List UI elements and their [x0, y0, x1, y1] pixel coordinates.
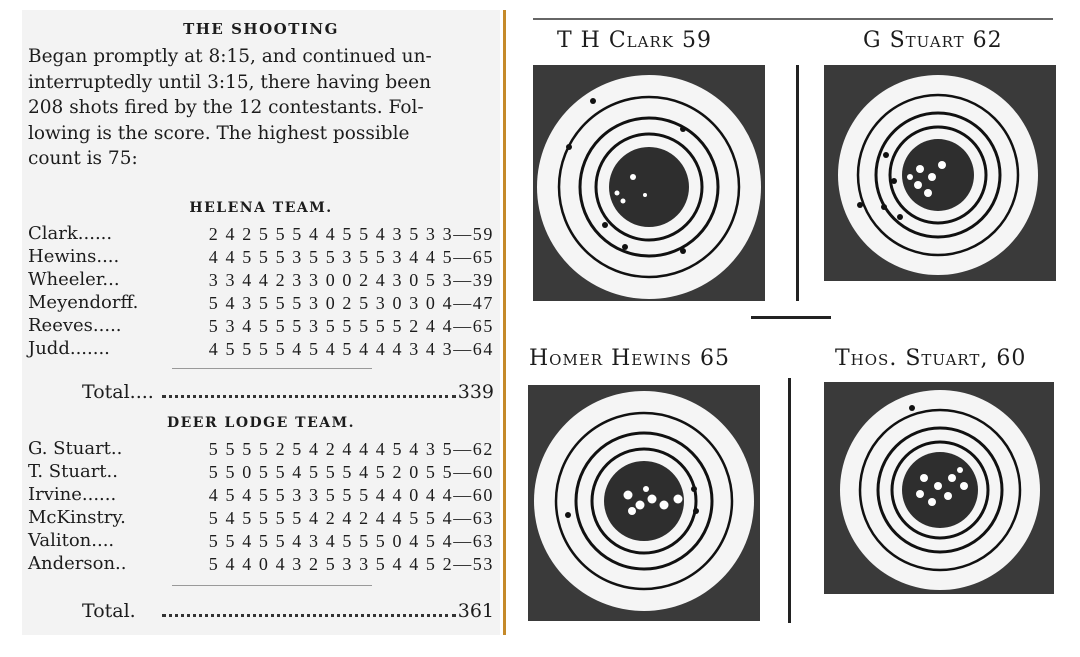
- target-g-stuart: [824, 65, 1056, 281]
- shot-hole: [621, 199, 626, 204]
- shot-hole: [960, 482, 968, 490]
- shot-hole: [916, 165, 924, 173]
- targets-panel: [513, 10, 1060, 635]
- team-total: [82, 380, 494, 404]
- target-bullseye: [902, 139, 974, 211]
- player-scores: 5 4 3 5 5 5 3 0 2 5 3 0 3 0 4—47: [208, 293, 494, 313]
- player-scores: 5 4 4 0 4 3 2 5 3 3 5 4 4 5 2—53: [208, 554, 494, 574]
- horizontal-separator: [751, 316, 831, 319]
- shot-hole: [602, 222, 608, 228]
- shot-hole: [928, 498, 936, 506]
- shot-hole: [928, 173, 936, 181]
- target-clark: [533, 65, 765, 301]
- team-total: [82, 599, 494, 623]
- shot-hole: [680, 126, 686, 132]
- player-name: Judd.......: [28, 338, 110, 359]
- score-row: [28, 461, 494, 483]
- target-label-t-stuart: Thos. Stuart, 60: [835, 346, 1027, 371]
- player-name: Anderson..: [28, 553, 127, 574]
- player-name: Wheeler...: [28, 269, 120, 290]
- shot-hole: [680, 248, 686, 254]
- shot-hole: [648, 495, 657, 504]
- score-row: [28, 223, 494, 245]
- shot-hole: [624, 491, 633, 500]
- vertical-separator: [788, 378, 791, 623]
- player-scores: 5 5 5 5 2 5 4 2 4 4 4 5 4 3 5—62: [208, 439, 494, 459]
- shot-hole: [897, 214, 903, 220]
- article-heading: THE SHOOTING: [183, 20, 339, 38]
- target-t-stuart: [824, 382, 1054, 594]
- score-row: [28, 484, 494, 506]
- divider-rule: [172, 368, 372, 369]
- target-g-stuart-graphic: [824, 65, 1056, 281]
- shot-hole: [881, 204, 887, 210]
- shot-hole: [857, 202, 863, 208]
- leader-dots: [162, 614, 456, 617]
- shot-hole: [565, 512, 571, 518]
- shot-hole: [630, 174, 636, 180]
- total-value: 361: [457, 600, 494, 622]
- shot-hole: [883, 152, 889, 158]
- player-scores: 5 3 4 5 5 5 3 5 5 5 5 5 2 4 4—65: [208, 316, 494, 336]
- player-scores: 5 4 5 5 5 5 4 2 4 2 4 4 5 5 4—63: [208, 508, 494, 528]
- shot-hole: [643, 193, 647, 197]
- player-name: Clark......: [28, 223, 113, 244]
- target-bullseye: [604, 461, 684, 541]
- total-label: Total....: [82, 381, 154, 403]
- player-scores: 5 5 0 5 5 4 5 5 5 4 5 2 0 5 5—60: [208, 462, 494, 482]
- shot-hole: [628, 507, 636, 515]
- target-label-clark: T H Clark 59: [557, 28, 712, 53]
- shot-hole: [924, 189, 932, 197]
- target-label-hewins: Homer Hewins 65: [529, 346, 730, 371]
- player-name: Irvine......: [28, 484, 117, 505]
- score-row: [28, 246, 494, 268]
- score-row: [28, 269, 494, 291]
- shot-hole: [948, 474, 956, 482]
- shot-hole: [916, 490, 924, 498]
- total-value: 339: [457, 381, 494, 403]
- shot-hole: [622, 244, 628, 250]
- shot-hole: [636, 501, 645, 510]
- score-row: [28, 438, 494, 460]
- column-divider: [503, 10, 506, 635]
- paragraph-line: Began promptly at 8:15, and continued un-: [28, 46, 432, 67]
- shot-hole: [691, 486, 697, 492]
- score-row: [28, 530, 494, 552]
- shot-hole: [615, 191, 620, 196]
- shot-hole: [891, 178, 897, 184]
- shot-hole: [660, 501, 669, 510]
- score-article: [22, 10, 500, 635]
- player-scores: 4 5 5 5 5 4 5 4 5 4 4 4 3 4 3—64: [208, 339, 494, 359]
- top-rule: [533, 18, 1053, 20]
- article-paragraph: [28, 44, 496, 172]
- shot-hole: [566, 144, 572, 150]
- player-name: McKinstry.: [28, 507, 126, 528]
- score-row: [28, 315, 494, 337]
- shot-hole: [934, 482, 942, 490]
- player-scores: 3 3 4 4 2 3 3 0 0 2 4 3 0 5 3—39: [208, 270, 494, 290]
- team-title-helena: HELENA TEAM.: [189, 200, 333, 216]
- player-scores: 2 4 2 5 5 5 4 4 5 5 4 3 5 3 3—59: [208, 224, 494, 244]
- target-hewins: [528, 385, 760, 621]
- player-scores: 4 4 5 5 5 3 5 5 3 5 5 3 4 4 5—65: [208, 247, 494, 267]
- shot-hole: [907, 174, 913, 180]
- player-scores: 4 5 4 5 5 3 3 5 5 5 4 4 0 4 4—60: [208, 485, 494, 505]
- shot-hole: [914, 181, 922, 189]
- player-name: Reeves.....: [28, 315, 122, 336]
- shot-hole: [938, 161, 946, 169]
- shot-hole: [920, 474, 928, 482]
- player-name: G. Stuart..: [28, 438, 123, 459]
- shot-hole: [944, 492, 952, 500]
- paragraph-line: 208 shots fired by the 12 contestants. Fol-: [28, 97, 424, 118]
- target-bullseye: [902, 452, 978, 528]
- player-name: Meyendorff.: [28, 292, 139, 313]
- player-name: Hewins....: [28, 246, 120, 267]
- shot-hole: [674, 495, 683, 504]
- shot-hole: [957, 467, 963, 473]
- leader-dots: [162, 395, 456, 398]
- target-label-g-stuart: G Stuart 62: [863, 28, 1003, 53]
- player-name: Valiton....: [28, 530, 115, 551]
- paragraph-line: lowing is the score. The highest possible: [28, 122, 410, 144]
- total-label: Total.: [82, 600, 136, 622]
- score-row: [28, 292, 494, 314]
- shot-hole: [643, 486, 649, 492]
- shot-hole: [909, 405, 915, 411]
- target-bullseye: [609, 147, 689, 227]
- score-row: [28, 553, 494, 575]
- divider-rule: [172, 585, 372, 586]
- target-clark-graphic: [533, 65, 765, 301]
- target-hewins-graphic: [528, 385, 760, 621]
- shot-hole: [693, 508, 699, 514]
- target-t-stuart-graphic: [824, 382, 1054, 594]
- vertical-separator: [796, 65, 799, 301]
- shot-hole: [590, 98, 596, 104]
- player-name: T. Stuart..: [28, 461, 118, 482]
- score-row: [28, 507, 494, 529]
- paragraph-line: count is 75:: [28, 148, 138, 169]
- player-scores: 5 5 4 5 5 4 3 4 5 5 5 0 4 5 4—63: [208, 531, 494, 551]
- paragraph-line: interruptedly until 3:15, there having been: [28, 71, 431, 93]
- team-title-deer-lodge: DEER LODGE TEAM.: [167, 415, 355, 431]
- score-row: [28, 338, 494, 360]
